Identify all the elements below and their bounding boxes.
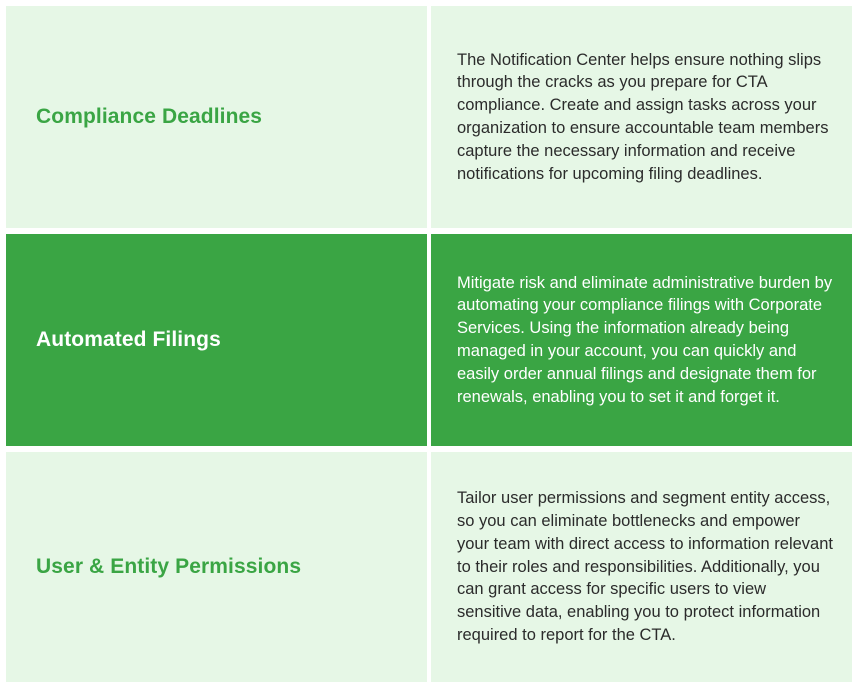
compliance-deadlines-description-cell [431, 6, 852, 228]
feature-table [6, 6, 852, 682]
user-entity-permissions-title-cell [6, 452, 427, 682]
feature-description: Mitigate risk and eliminate administrative burden by automating your compliance filings with Corporate Services. Using the information already being managed in your account, you can quickly and easily order annual filings and designate them for renewals, enabling you to set it and forget it. [457, 273, 833, 406]
feature-description: The Notification Center helps ensure nothing slips through the cracks as you prepare for CTA compliance. Create and assign tasks across your organization to ensure accountable team members capture the necessary information and receive notifications for upcoming filing deadlines. [457, 50, 829, 183]
user-entity-permissions-description-cell [431, 452, 852, 682]
feature-title: Compliance Deadlines [36, 105, 263, 128]
automated-filings-title-cell [6, 234, 427, 446]
compliance-deadlines-title-cell [6, 6, 427, 228]
feature-title: Automated Filings [36, 328, 221, 351]
feature-title: User & Entity Permissions [36, 555, 302, 578]
automated-filings-description-cell [431, 234, 852, 446]
feature-description: Tailor user permissions and segment entity access, so you can eliminate bottlenecks and empower your team with direct access to information relevant to their roles and responsibilities. Additionally, you can grant access for specific users to view sensitive data, enabling you to protect information required to report for the CTA. [457, 489, 833, 644]
